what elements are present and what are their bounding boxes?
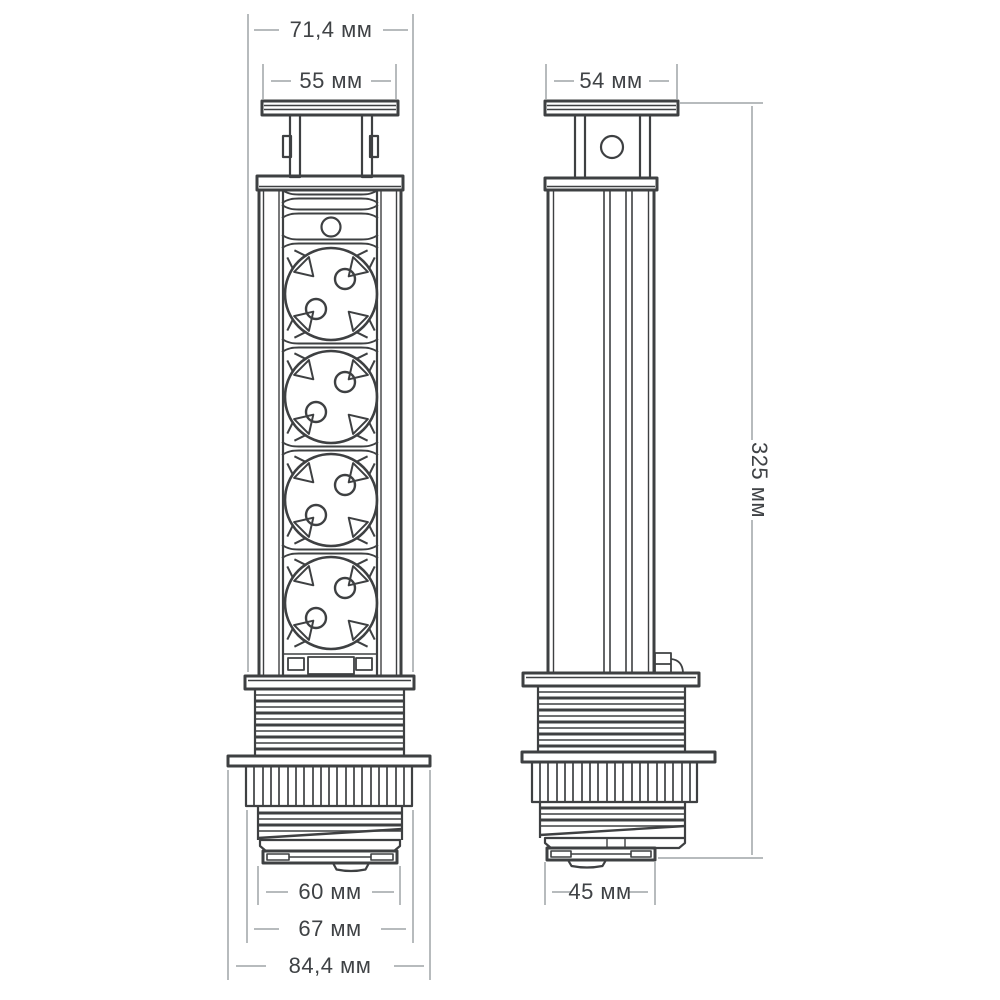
side-neck	[575, 115, 650, 178]
dimension-front-base-inner-width	[258, 866, 400, 905]
dimension-label-side-base-width: 45 мм	[568, 879, 632, 904]
front-base-step	[260, 840, 400, 851]
front-top-slats	[282, 190, 378, 248]
side-mount-plate	[522, 752, 715, 762]
dimension-side-base-width	[545, 862, 655, 905]
side-view	[522, 101, 715, 868]
socket-outlet-1	[285, 248, 377, 340]
front-collar	[245, 676, 414, 689]
front-base-plate	[263, 851, 397, 871]
socket-outlet-4	[285, 557, 377, 649]
dimension-label-front-overall-width: 71,4 мм	[289, 17, 373, 42]
front-neck	[283, 115, 378, 177]
front-shoulder	[257, 176, 403, 190]
front-thread-section	[258, 806, 402, 840]
front-body-bottom	[283, 654, 377, 674]
side-column	[548, 190, 654, 673]
front-knurled-ring	[246, 766, 412, 806]
side-shoulder	[545, 178, 657, 190]
side-cable-bracket	[655, 653, 683, 673]
dimension-label-front-cap-width: 55 мм	[299, 68, 363, 93]
socket-outlet-2	[285, 351, 377, 443]
dimension-label-front-base-mid-width: 67 мм	[298, 916, 362, 941]
side-thread-section	[540, 802, 685, 838]
front-ribbed-section	[255, 689, 404, 756]
dimension-side-cap-width	[546, 64, 677, 99]
dimension-label-front-base-outer-width: 84,4 мм	[288, 953, 372, 978]
side-collar	[523, 673, 699, 686]
dimension-label-side-cap-width: 54 мм	[579, 68, 643, 93]
front-body	[259, 190, 401, 676]
socket-outlet-3	[285, 454, 377, 546]
front-view	[228, 101, 430, 871]
side-cap	[545, 101, 678, 115]
front-sockets	[285, 248, 377, 649]
side-hole-circle	[601, 136, 623, 158]
dimension-label-overall-height: 325 мм	[747, 441, 772, 519]
front-cap	[262, 101, 398, 115]
side-knurled-ring	[532, 762, 697, 802]
dimension-label-front-base-inner-width: 60 мм	[298, 879, 362, 904]
side-base-plate	[547, 848, 655, 868]
front-mount-plate	[228, 756, 430, 766]
dimension-front-cap-width	[263, 64, 396, 99]
front-indicator-circle	[322, 218, 341, 237]
side-ribbed-section	[538, 686, 685, 752]
